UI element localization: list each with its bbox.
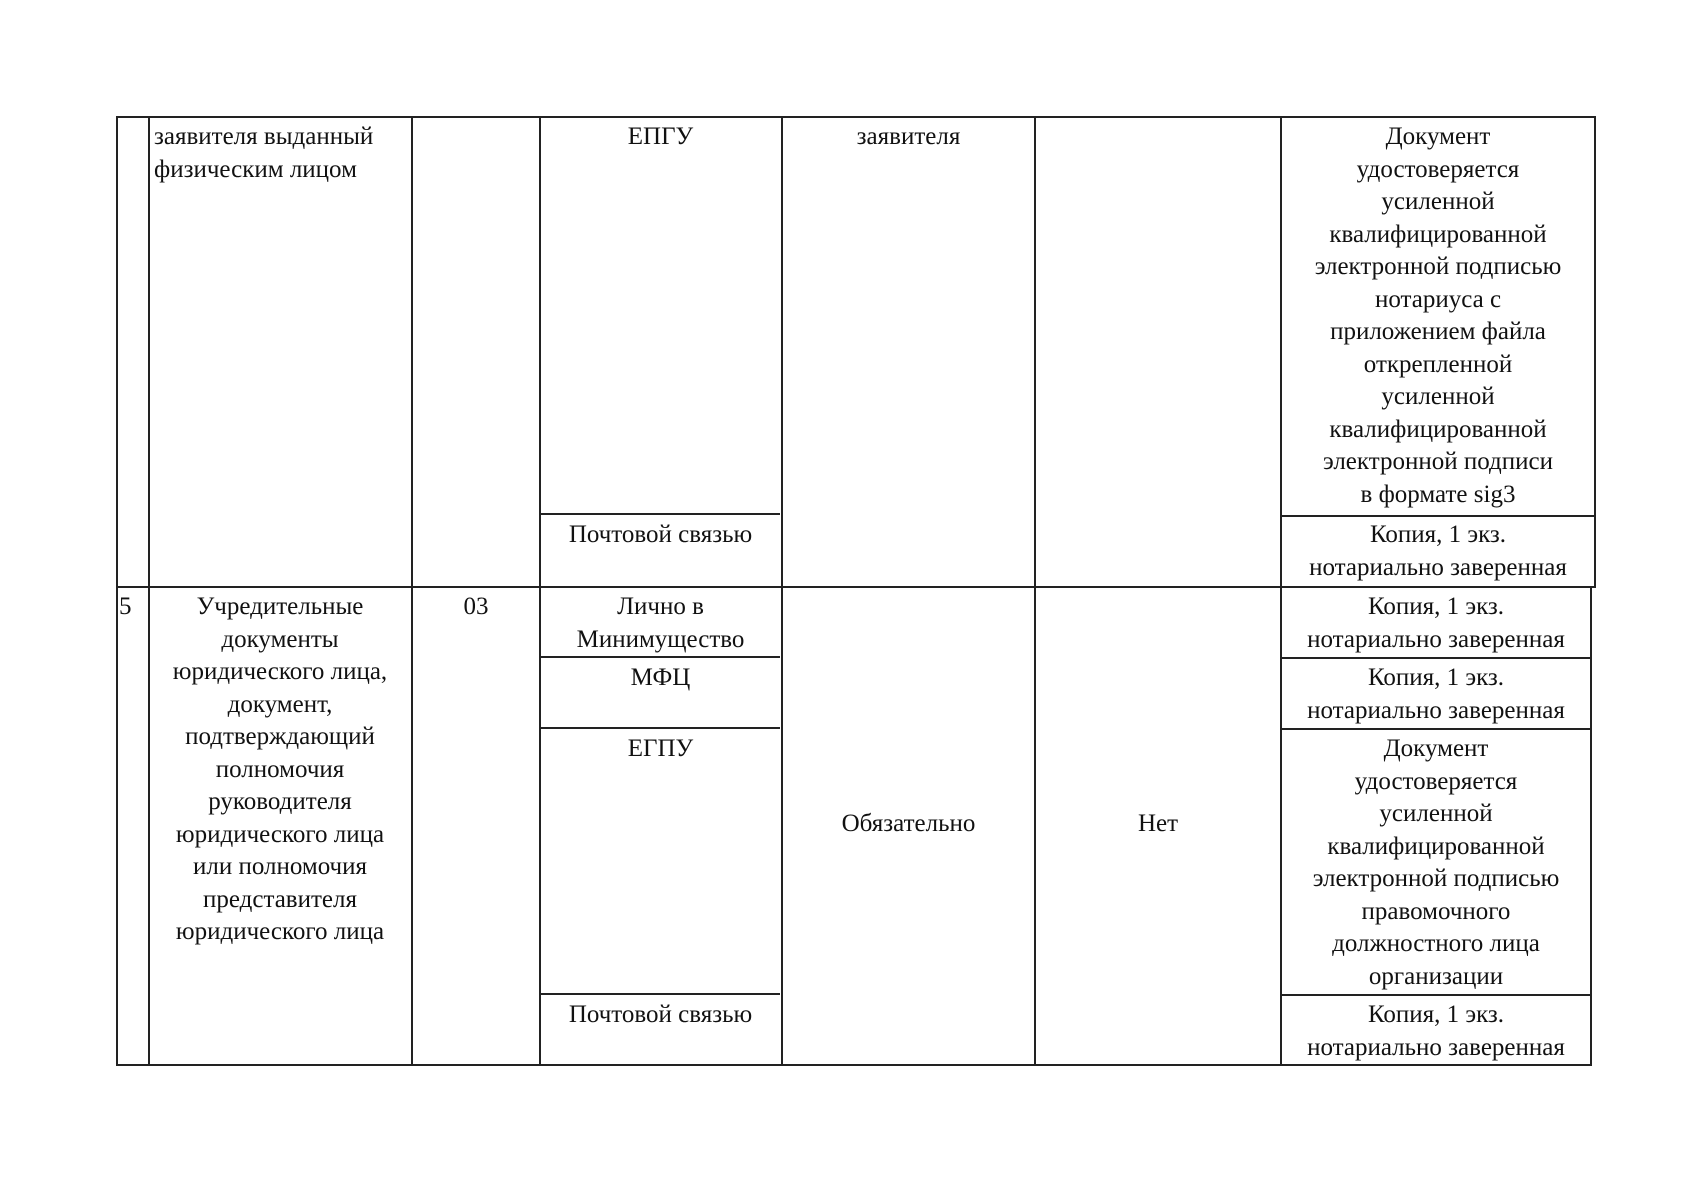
- method-cell-mfc: МФЦ: [630, 664, 691, 691]
- form-cell-mfc: Копия, 1 экз. нотариально заверенная: [1307, 664, 1565, 724]
- form-cell-in-person: Копия, 1 экз. нотариально заверенная: [1307, 593, 1565, 653]
- table-rule: [540, 513, 780, 515]
- form-cell-egpu: Документ удостоверяется усиленной квалифицированной электронной подписью правомочного должностного лица организации: [1312, 735, 1560, 990]
- row-number: 5: [119, 593, 132, 620]
- form-cell-post: Копия, 1 экз. нотариально заверенная: [1307, 1001, 1565, 1061]
- doc-name-cell: заявителя выданный физическим лицом: [154, 123, 374, 183]
- method-cell-in-person: Лично в Минимущество: [576, 593, 745, 653]
- doc-name-cell: Учредительные документы юридического лица, документ, подтверждающий полномочия руководителя юридического лица или полномочия представителя юридического лица: [172, 593, 388, 945]
- table-col-divider: [1034, 116, 1036, 1065]
- table-border-right: [1590, 586, 1592, 1065]
- form-cell-epgu: Документ удостоверяется усиленной квалифицированной электронной подписью нотариуса с приложением файла открепленной усиленной квалифицированной электронной подписи в формате sig3: [1314, 123, 1562, 508]
- table-border-top: [116, 116, 1596, 118]
- table-rule: [540, 993, 780, 995]
- table-rule: [1280, 657, 1592, 659]
- table-col-divider: [781, 116, 783, 1065]
- table-rule: [540, 727, 780, 729]
- method-cell-post: Почтовой связью: [568, 1001, 753, 1028]
- table-border-right: [1594, 116, 1596, 588]
- table-rule: [1282, 515, 1596, 517]
- table-border-left: [116, 116, 118, 1065]
- table-rule: [1280, 728, 1592, 730]
- return-flag-cell: Нет: [1137, 810, 1179, 837]
- method-cell-epgu: ЕПГУ: [627, 123, 694, 150]
- requirement-cell: заявителя: [856, 123, 961, 150]
- doc-code-cell: 03: [463, 593, 489, 620]
- method-cell-egpu: ЕГПУ: [627, 735, 694, 762]
- method-cell-post: Почтовой связью: [568, 521, 753, 548]
- requirement-cell: Обязательно: [841, 810, 976, 837]
- form-cell-post: Копия, 1 экз. нотариально заверенная: [1309, 521, 1567, 581]
